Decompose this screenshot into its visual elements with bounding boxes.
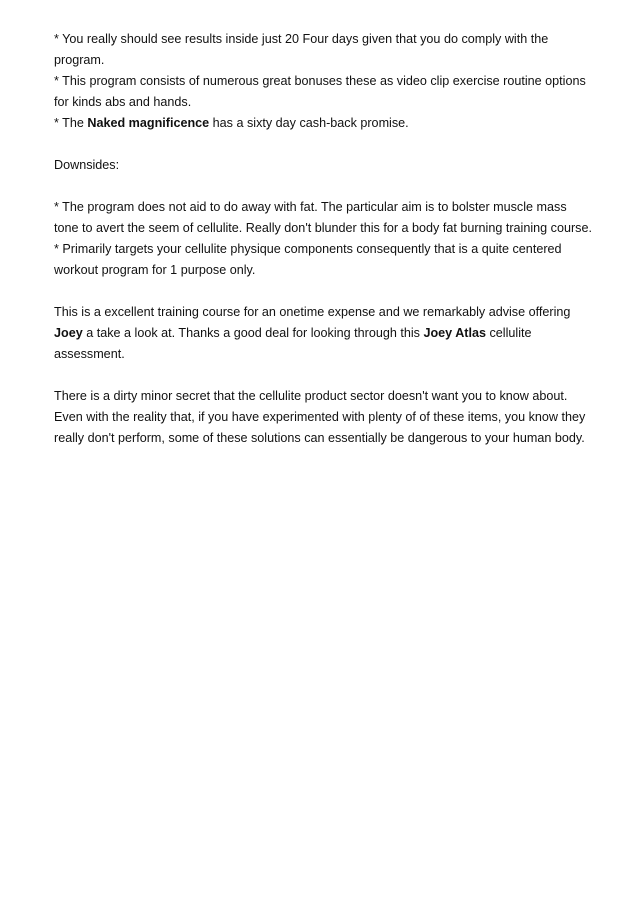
document-page — [54, 29, 594, 470]
pro-item-text: has a sixty day cash-back promise. — [209, 116, 409, 130]
recommendation-paragraph — [54, 302, 594, 365]
con-item — [54, 197, 594, 239]
recommendation-text: This is a excellent training course for an onetime expense and we remarkably advise offering — [54, 305, 571, 319]
pro-item-text: * This program consists of numerous great bonuses these as video clip exercise routine options for kinds abs and hands. — [54, 74, 586, 109]
product-name-bold: Naked magnificence — [87, 116, 210, 130]
con-item-text: * The program does not aid to do away with fat. The particular aim is to bolster muscle mass tone to avert the seem of cellulite. Really don't blunder this for a body fat burning training course. — [54, 200, 592, 235]
cons-section — [54, 197, 594, 281]
closing-text: There is a dirty minor secret that the cellulite product sector doesn't want you to know about. Even with the reality that, if you have experimented with plenty of of these items, you know they really don't perform, some of these solutions can essentially be dangerous to your human body. — [54, 389, 586, 445]
con-item-text: * Primarily targets your cellulite physique components consequently that is a quite centered workout program for 1 purpose only. — [54, 242, 562, 277]
pro-item-text: * The — [54, 116, 88, 130]
con-item — [54, 239, 594, 281]
pro-item — [54, 113, 594, 134]
recommendation-text: cellulite assessment. — [54, 326, 532, 361]
downsides-heading: Downsides: — [54, 158, 120, 172]
author-fullname-bold: Joey Atlas — [423, 326, 486, 340]
pros-section — [54, 29, 594, 134]
pro-item — [54, 71, 594, 113]
author-name-bold: Joey — [54, 326, 83, 340]
pro-item — [54, 29, 594, 71]
pro-item-text: * You really should see results inside just 20 Four days given that you do comply with the program. — [54, 32, 549, 67]
closing-paragraph — [54, 386, 594, 449]
recommendation-text: a take a look at. Thanks a good deal for looking through this — [82, 326, 424, 340]
